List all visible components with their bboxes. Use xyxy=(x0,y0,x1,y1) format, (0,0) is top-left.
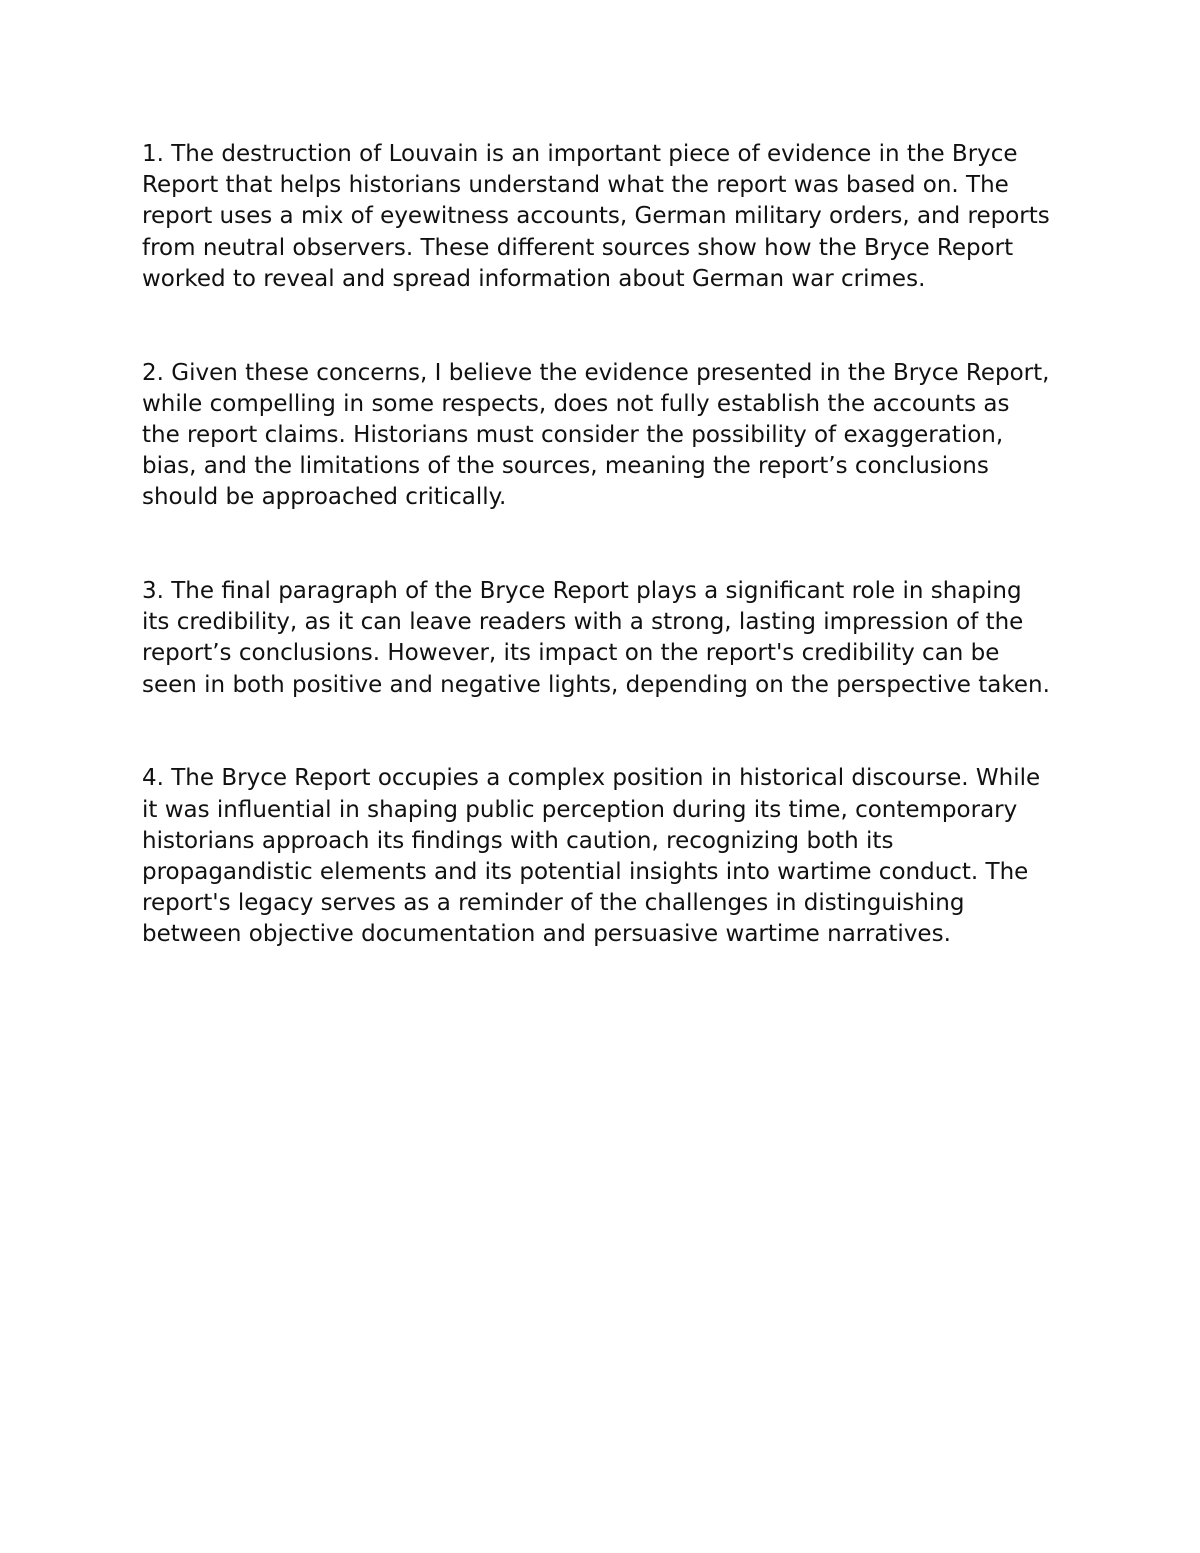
document-body xyxy=(142,139,1054,1013)
paragraph-3: 3. The final paragraph of the Bryce Report plays a significant role in shaping its credibility, as it can leave readers with a strong, lasting impression of the report’s conclusions. However, its impact on the report's credibility can be seen in both positive and negative lights, depending on the perspective taken. xyxy=(142,578,1050,698)
paragraph-2: 2. Given these concerns, I believe the evidence presented in the Bryce Report, while compelling in some respects, does not fully establish the accounts as the report claims. Historians must consider the possibility of exaggeration, bias, and the limitations of the sources, meaning the report’s conclusions should be approached critically. xyxy=(142,359,1050,511)
paragraph-4: 4. The Bryce Report occupies a complex position in historical discourse. While it was influential in shaping public perception during its time, contemporary historians approach its findings with caution, recognizing both its propagandistic elements and its potential insights into wartime conduct. The report's legacy serves as a reminder of the challenges in distinguishing between objective documentation and persuasive wartime narratives. xyxy=(142,765,1041,948)
paragraph-1: 1. The destruction of Louvain is an important piece of evidence in the Bryce Report that helps historians understand what the report was based on. The report uses a mix of eyewitness accounts, German military orders, and reports from neutral observers. These different sources show how the Bryce Report worked to reveal and spread information about German war crimes. xyxy=(142,141,1050,292)
